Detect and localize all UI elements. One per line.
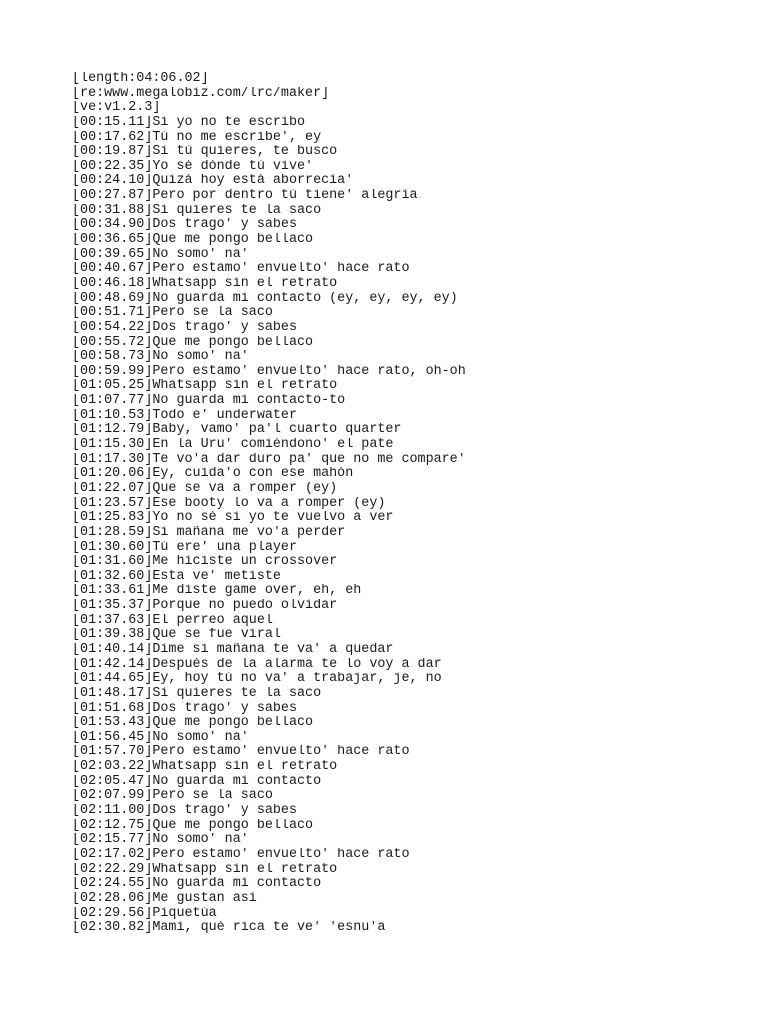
lyric-line: [02:11.00]Dos trago' y sabes: [72, 804, 297, 819]
lyric-line: [02:28.06]Me gustan así: [72, 891, 257, 906]
lrc-metadata-line: [ve:v1.2.3]: [72, 101, 161, 116]
lyric-line: [01:33.61]Me diste game over, eh, eh: [72, 584, 362, 599]
lyric-line: [01:25.83]Yo no sé si yo te vuelvo a ver: [72, 511, 394, 526]
lyric-line: [00:51.71]Pero se la saco: [72, 306, 273, 321]
lyric-line: [01:22.07]Que se va a romper (ey): [72, 481, 338, 496]
lyric-line: [00:40.67]Pero estamo' envuelto' hace rato: [72, 262, 410, 277]
lyric-line: [02:24.55]No guarda mi contacto: [72, 877, 322, 892]
lyric-line: [00:55.72]Que me pongo bellaco: [72, 335, 314, 350]
lyric-line: [02:22.29]Whatsapp sin el retrato: [72, 862, 338, 877]
lyric-line: [02:07.99]Pero se la saco: [72, 789, 273, 804]
lyric-line: [01:15.30]En la Uru' comiéndono' el pate: [72, 438, 394, 453]
lyric-line: [00:17.62]Tú no me escribe', ey: [72, 130, 322, 145]
lyric-line: [00:48.69]No guarda mi contacto (ey, ey, ey, ey): [72, 291, 458, 306]
lyric-line: [01:20.06]Ey, cuida'o con ese mahón: [72, 467, 354, 482]
lyric-line: [01:44.65]Ey, hoy tú no va' a trabajar, je, no: [72, 672, 442, 687]
lyric-line: [00:58.73]No somo' na': [72, 350, 249, 365]
lyric-line: [00:22.35]Yo sé dónde tú vive': [72, 159, 314, 174]
lyric-line: [01:40.14]Dime si mañana te va' a quedar: [72, 642, 394, 657]
lyric-line: [01:28.59]Si mañana me vo'a perder: [72, 525, 346, 540]
lyric-line: [01:42.14]Después de la alarma te lo voy a dar: [72, 657, 442, 672]
lrc-metadata-line: [length:04:06.02]: [72, 72, 209, 86]
lyric-line: [02:15.77]No somo' na': [72, 833, 249, 848]
lyric-line: [01:37.63]El perreo aquel: [72, 613, 273, 628]
lyric-line: [00:39.65]No somo' na': [72, 247, 249, 262]
lyric-line: [00:19.87]Si tú quieres, te busco: [72, 145, 338, 160]
lyric-line: [01:23.57]Ese booty lo va a romper (ey): [72, 496, 386, 511]
lyric-line: [00:34.90]Dos trago' y sabes: [72, 218, 297, 233]
lyric-line: [02:30.82]Mami, qué rica te ve' 'esnu'a: [72, 921, 386, 936]
lyric-line: [01:12.79]Baby, vamo' pa'l cuarto quarter: [72, 423, 402, 438]
lyric-line: [02:29.56]Piquetúa: [72, 906, 217, 921]
lyric-line: [01:53.43]Que me pongo bellaco: [72, 716, 314, 731]
lyric-line: [00:24.10]Quizá hoy está aborrecía': [72, 174, 354, 189]
lyric-line: [00:59.99]Pero estamo' envuelto' hace rato, oh-oh: [72, 364, 466, 379]
lyric-line: [01:10.53]Todo e' underwater: [72, 408, 297, 423]
lyric-line: [00:36.65]Que me pongo bellaco: [72, 233, 314, 248]
lyric-line: [00:31.88]Si quieres te la saco: [72, 203, 322, 218]
lyric-line: [01:30.60]Tú ere' una player: [72, 540, 297, 555]
lyric-line: [02:17.02]Pero estamo' envuelto' hace rato: [72, 847, 410, 862]
lyric-line: [01:32.60]Esta ve' metiste: [72, 569, 281, 584]
lyric-line: [01:48.17]Si quieres te la saco: [72, 686, 322, 701]
lyric-line: [02:05.47]No guarda mi contacto: [72, 774, 322, 789]
lyric-line: [00:27.87]Pero por dentro tú tiene' alegría: [72, 189, 418, 204]
lyric-line: [01:17.30]Te vo'a dar duro pa' que no me compare': [72, 452, 466, 467]
lyric-line: [01:56.45]No somo' na': [72, 730, 249, 745]
lyric-line: [02:12.75]Que me pongo bellaco: [72, 818, 314, 833]
lyric-line: [01:51.68]Dos trago' y sabes: [72, 701, 297, 716]
lyric-line: [01:57.70]Pero estamo' envuelto' hace rato: [72, 745, 410, 760]
lrc-metadata-line: [re:www.megalobiz.com/lrc/maker]: [72, 86, 330, 101]
lyric-line: [01:05.25]Whatsapp sin el retrato: [72, 379, 338, 394]
lyric-line: [01:35.37]Porque no puedo olvidar: [72, 599, 338, 614]
lyric-line: [00:15.11]Si yo no te escribo: [72, 115, 306, 130]
lrc-document: [72, 72, 752, 936]
lyric-line: [01:07.77]No guarda mi contacto-to: [72, 394, 346, 409]
lyric-line: [01:39.38]Que se fue viral: [72, 628, 281, 643]
lyric-line: [00:46.18]Whatsapp sin el retrato: [72, 276, 338, 291]
lyric-line: [01:31.60]Me hiciste un crossover: [72, 555, 338, 570]
lyric-line: [00:54.22]Dos trago' y sabes: [72, 320, 297, 335]
lyric-line: [02:03.22]Whatsapp sin el retrato: [72, 760, 338, 775]
